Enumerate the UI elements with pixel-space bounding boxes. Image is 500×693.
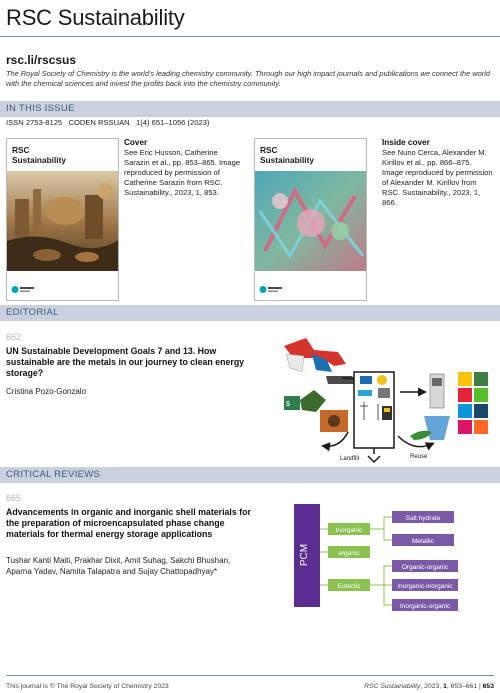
pcm-classification-diagram [294,504,464,624]
review-title[interactable]: Advancements in organic and inorganic shell materials for the preparation of microencapsulated phase change materials for thermal energy storage applications [6,507,251,539]
editorial-page-number: 662 [6,332,22,342]
svg-text:Inorganic-inorganic: Inorganic-inorganic [397,583,453,590]
section-critical-reviews: CRITICAL REVIEWS [0,467,500,483]
svg-text:Salt hydrate: Salt hydrate [405,515,441,522]
page-footer [0,675,500,693]
journal-description: The Royal Society of Chemistry is the world's leading chemistry community. Through our high impact journals and publications we connect the world with the chemical sciences and invest the profits back into the chemistry community. [6,69,490,88]
review-authors: Tushar Kanti Maiti, Prakhar Dixit, Amit Suhag, Sakchi Bhushan, Aparna Yadav, Namita Talapatra and Sujay Chattopadhyay* [6,556,231,576]
inside-cover-image[interactable] [254,138,367,301]
section-editorial: EDITORIAL [0,305,500,321]
section-in-this-issue: IN THIS ISSUE [0,101,500,117]
journal-title: RSC Sustainability [6,5,185,30]
svg-text:Inorganic-organic: Inorganic-organic [399,603,451,610]
cover-journal-name: RSC Sustainability [260,145,314,165]
inside-cover-artwork [255,171,367,271]
editorial-graphic [282,336,494,464]
issue-info: ISSN 2753-8125 CODEN RSSUAN 1(4) 651–1056 (2023) [6,118,210,127]
footer-rule [6,675,494,676]
header-rule [0,36,500,37]
journal-url[interactable]: rsc.li/rscsus [6,53,77,67]
svg-text:Inorganic: Inorganic [335,527,363,534]
review-page-number: 665 [6,493,22,503]
svg-text:$: $ [286,401,290,408]
rsc-logo-icon [259,285,283,294]
footer-copyright: This journal is © The Royal Society of Chemistry 2023 [6,683,169,690]
editorial-title[interactable]: UN Sustainable Development Goals 7 and 13. How sustainable are the metals in our journey to clean energy storage? [6,346,245,378]
rsc-logo-icon [11,285,35,294]
svg-text:Metallic: Metallic [411,538,435,545]
landfill-label: Landfill [340,456,360,462]
cover-journal-name: RSC Sustainability [12,145,66,165]
pcm-root-label: PCM [299,543,310,567]
cover-artwork [7,171,119,271]
svg-text:organic: organic [338,550,360,557]
svg-text:Eutectic: Eutectic [337,583,361,590]
cover-image[interactable] [6,138,119,301]
editorial-authors: Cristina Pozo-Gonzalo [6,387,87,396]
svg-text:Organic-organic: Organic-organic [401,564,449,571]
inside-cover-caption: Inside cover See Nuno Cerca, Alexander M. Kirillov et al., pp. 866–875. Image reproduced by permission of Alexander M. Kirillov from RSC. Sustainability., 2023, 1, 866. [382,138,493,207]
reuse-label: Reuse [410,454,428,460]
footer-citation: RSC Sustainability, 2023, 1, 653–661 | 653 [364,683,494,690]
cover-caption: Cover See Eric Husson, Catherine Sarazin et al., pp. 853–865. Image reproduced by permission of Catherine Sarazin from RSC. Sustainability., 2023, 1, 853. [124,138,241,197]
